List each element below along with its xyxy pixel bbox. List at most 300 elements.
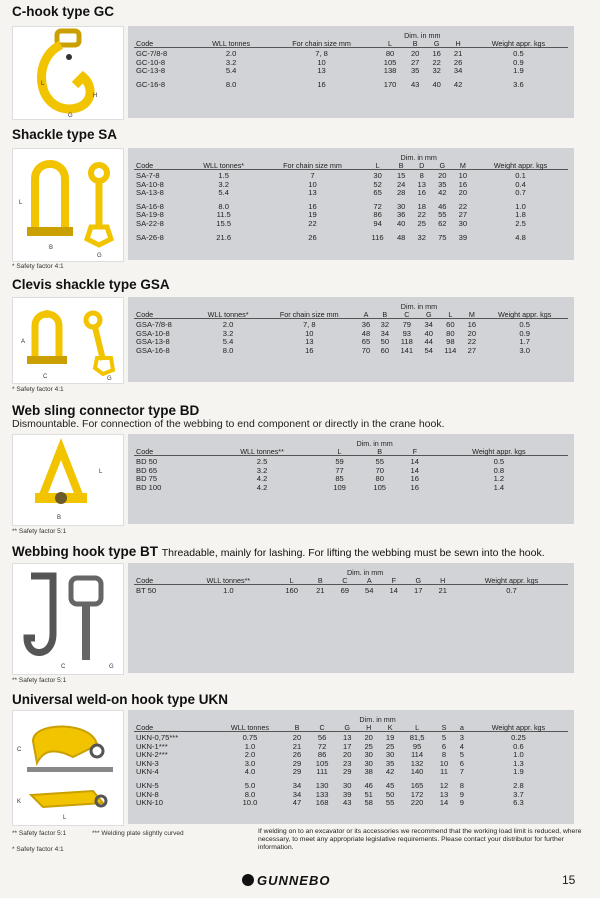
table-cell: 16	[467, 320, 477, 329]
table-row	[134, 59, 568, 68]
table-cell: 22	[432, 57, 441, 67]
table-cell: UKN-5	[136, 780, 159, 790]
table-cell: 15.5	[216, 218, 232, 228]
table-cell: 16	[417, 188, 426, 198]
table-row	[134, 743, 568, 752]
svg-text:L: L	[19, 200, 23, 206]
rows-gc	[134, 50, 568, 89]
table-cell: GC-16-8	[136, 79, 166, 89]
table-cell: 40	[396, 218, 406, 228]
table-cell: BD 100	[136, 482, 162, 492]
rows-ukn	[134, 734, 568, 808]
table-row	[134, 203, 568, 212]
section-title-ukn: Universal weld-on hook type UKN	[12, 692, 229, 707]
table-cell: 1.5	[218, 171, 229, 180]
table-cell: 52	[373, 179, 382, 189]
svg-text:L: L	[99, 469, 103, 475]
table-cell: 130	[315, 780, 329, 790]
table-row	[134, 181, 568, 190]
table-cell: 51	[364, 789, 373, 799]
table-cell: 35	[438, 179, 447, 189]
table-cell: 168	[315, 798, 329, 808]
brand-name: GUNNEBO	[257, 873, 331, 888]
table-cell: 15	[396, 171, 406, 180]
table-cell: 43	[342, 798, 352, 808]
dim-header: Dim. in mm	[346, 568, 384, 577]
table-cell: 4	[459, 741, 464, 751]
dim-header: Dim. in mm	[356, 439, 393, 448]
table-cell: 34	[453, 66, 463, 76]
table-cell: 98	[446, 337, 455, 347]
col-header: A	[366, 575, 372, 585]
table-cell: 0.9	[513, 57, 524, 67]
table-cell: 8.0	[222, 345, 234, 355]
table-cell: 29	[292, 767, 302, 777]
table-cell: 21	[438, 586, 447, 595]
table-cell: 17	[342, 741, 352, 751]
table-cell: 50	[385, 789, 395, 799]
table-cell: 65	[373, 188, 382, 198]
col-header: G	[415, 575, 422, 585]
col-header: Weight appr. kgs	[491, 722, 546, 732]
dim-header: Dim. in mm	[404, 31, 441, 40]
table-cell: 86	[373, 210, 382, 220]
table-gsa	[128, 297, 574, 382]
col-header: C	[319, 722, 325, 732]
table-cell: 80	[446, 328, 455, 338]
table-cell: GSA-10-8	[136, 328, 170, 338]
gunnebo-logo-icon	[242, 874, 254, 886]
table-cell: 56	[317, 733, 327, 742]
table-cell: 14	[389, 586, 398, 595]
table-cell: 45	[385, 780, 395, 790]
table-cell: 30	[364, 750, 373, 760]
table-cell: 1.0	[244, 741, 256, 751]
table-cell: 39	[342, 789, 352, 799]
table-cell: 8.0	[218, 201, 229, 211]
table-cell: 16	[458, 179, 468, 189]
table-cell: 34	[292, 780, 302, 790]
table-cell: 86	[317, 750, 327, 760]
table-cell: 105	[383, 57, 397, 67]
table-cell: SA-22-8	[136, 218, 164, 228]
table-cell: UKN-0,75***	[136, 733, 179, 742]
table-cell: 48	[361, 328, 371, 338]
title-text: Webbing hook type BT	[12, 544, 158, 559]
svg-text:B: B	[49, 245, 54, 251]
table-row	[134, 338, 568, 347]
table-cell: 13	[305, 337, 314, 347]
col-header: B	[317, 575, 323, 585]
dim-header: Dim. in mm	[400, 153, 437, 162]
table-cell: 54	[424, 345, 433, 355]
table-cell: 42	[438, 188, 447, 198]
table-cell: 7	[459, 767, 464, 777]
table-cell: 59	[335, 457, 344, 466]
table-sa	[128, 148, 574, 260]
svg-text:L: L	[41, 81, 45, 87]
table-cell: 94	[373, 218, 382, 228]
table-cell: 141	[400, 345, 414, 355]
table-cell: 6	[459, 758, 464, 768]
table-cell: 0.9	[519, 328, 530, 338]
table-cell: 32	[432, 66, 441, 76]
col-header: H	[366, 722, 372, 732]
table-cell: 114	[444, 345, 457, 355]
col-header: Weight appr. kgs	[491, 38, 546, 48]
table-cell: 2.5	[256, 457, 268, 466]
c-hook-illustration	[12, 26, 124, 120]
table-cell: 5	[441, 733, 447, 742]
table-cell: 77	[335, 465, 344, 475]
table-cell: 5.4	[225, 66, 237, 76]
weld-on-hook-illustration	[12, 710, 124, 826]
table-cell: 5	[459, 750, 464, 760]
table-cell: 14	[410, 465, 419, 475]
table-cell: 80	[375, 474, 384, 484]
table-cell: 220	[410, 798, 424, 808]
table-cell: 80	[385, 49, 395, 58]
table-row	[134, 220, 568, 229]
table-cell: 24	[396, 179, 406, 189]
svg-text:B: B	[57, 515, 62, 521]
table-cell: 35	[385, 758, 395, 768]
table-cell: 95	[412, 741, 422, 751]
table-row	[134, 81, 568, 90]
table-cell: 21	[316, 586, 325, 595]
table-cell: 42	[453, 79, 463, 89]
svg-text:L: L	[63, 815, 67, 821]
table-cell: SA-13-8	[136, 188, 164, 198]
table-cell: 4.2	[256, 482, 268, 492]
table-row	[134, 791, 568, 800]
disclaimer-text: If welding on to an excavator or its accessories we recommend that the working load limit is reduced, where necessary, to meet any appropriate legislative requirements. Please contact your distributor for further information.	[258, 828, 582, 851]
table-cell: 4.0	[244, 767, 256, 777]
table-cell: 16	[432, 49, 441, 58]
table-cell: 10.0	[242, 798, 258, 808]
gunnebo-logo	[242, 873, 330, 888]
table-cell: 9	[459, 789, 464, 799]
table-row	[134, 321, 568, 330]
table-cell: 32	[417, 232, 426, 242]
table-cell: 30	[373, 171, 382, 180]
svg-text:G: G	[107, 376, 112, 382]
col-header: M	[468, 309, 475, 319]
col-header: B	[294, 722, 300, 732]
col-header: D	[419, 160, 425, 170]
svg-text:C: C	[17, 747, 22, 753]
table-cell: 1.9	[513, 66, 524, 76]
table-cell: 0.8	[493, 465, 505, 475]
col-header: WLL tonnes*	[203, 160, 245, 170]
table-row	[134, 484, 568, 493]
col-header: Code	[136, 575, 154, 585]
table-row	[134, 782, 568, 791]
table-cell: 27	[410, 57, 420, 67]
table-cell: 50	[380, 337, 390, 347]
table-cell: 8.0	[225, 79, 237, 89]
table-cell: 21	[292, 741, 302, 751]
table-row	[134, 50, 568, 59]
table-cell: 118	[400, 337, 413, 347]
svg-text:C: C	[43, 374, 48, 380]
table-row	[134, 189, 568, 198]
table-cell: 26	[453, 57, 463, 67]
table-bd	[128, 434, 574, 524]
table-cell: 40	[432, 79, 441, 89]
svg-text:C: C	[61, 664, 66, 670]
table-cell: 35	[410, 66, 420, 76]
section-title-gsa: Clevis shackle type GSA	[12, 277, 170, 292]
table-cell: 23	[342, 758, 352, 768]
table-cell: 62	[438, 218, 447, 228]
table-cell: 69	[340, 586, 350, 595]
table-cell: 3.7	[513, 789, 524, 799]
table-cell: 8.0	[244, 789, 256, 799]
table-cell: BT 50	[136, 586, 157, 595]
table-cell: 28	[396, 188, 406, 198]
svg-text:G: G	[68, 113, 73, 119]
col-header: Weight appr. kgs	[472, 446, 526, 456]
table-cell: 4.2	[256, 474, 268, 484]
col-header: For chain size mm	[279, 309, 339, 319]
table-cell: SA-7-8	[136, 171, 160, 180]
note-bt: ** Safety factor 5:1	[12, 677, 67, 684]
table-row	[134, 734, 568, 743]
note-ukn-1: ** Safety factor 5:1	[12, 830, 67, 837]
table-cell: 0.1	[515, 171, 526, 180]
table-cell: 21.6	[216, 232, 232, 242]
table-cell: 0.4	[515, 179, 526, 189]
table-cell: 42	[385, 767, 395, 777]
table-cell: 85	[335, 474, 344, 484]
table-cell: 72	[373, 201, 382, 211]
col-header: G	[344, 722, 351, 732]
rows-bd	[134, 458, 568, 492]
col-header: F	[412, 446, 417, 456]
dim-header: Dim. in mm	[359, 715, 396, 724]
table-cell: 16	[317, 79, 326, 89]
table-cell: 13	[342, 733, 352, 742]
table-cell: GSA-13-8	[136, 337, 170, 347]
table-cell: 0.75	[242, 733, 258, 742]
col-header: F	[391, 575, 396, 585]
table-cell: 16	[410, 482, 419, 492]
table-cell: 160	[285, 586, 298, 595]
note-ukn-3: * Safety factor 4:1	[12, 846, 64, 853]
table-bt	[128, 563, 574, 673]
table-cell: 4.8	[515, 232, 526, 242]
table-cell: 172	[410, 789, 424, 799]
table-cell: 75	[438, 232, 447, 242]
note-gsa: * Safety factor 4:1	[12, 386, 64, 393]
table-cell: 20	[458, 188, 468, 198]
col-header: Code	[136, 446, 154, 456]
table-cell: 30	[385, 750, 395, 760]
svg-text:K: K	[17, 799, 22, 805]
table-cell: 25	[385, 741, 395, 751]
table-cell: 10	[439, 758, 449, 768]
table-cell: 70	[361, 345, 371, 355]
table-cell: 3.0	[244, 758, 256, 768]
section-title-sa: Shackle type SA	[12, 127, 118, 142]
table-cell: 27	[458, 210, 468, 220]
table-cell: 2.5	[515, 218, 526, 228]
webbing-hook-illustration	[12, 563, 124, 675]
table-cell: GSA-16-8	[136, 345, 170, 355]
note-sa: * Safety factor 4:1	[12, 263, 64, 270]
table-cell: 30	[342, 780, 352, 790]
note-ukn-2: *** Welding plate slightly curved	[92, 830, 184, 837]
table-cell: 10	[458, 171, 468, 180]
table-ukn	[128, 710, 574, 824]
table-cell: 7, 8	[315, 49, 328, 58]
table-cell: 5.0	[244, 780, 256, 790]
table-row	[134, 751, 568, 760]
table-cell: 58	[364, 798, 373, 808]
table-cell: 18	[417, 201, 426, 211]
table-cell: 0.7	[515, 188, 526, 198]
table-cell: 25	[364, 741, 373, 751]
table-cell: 2.0	[222, 320, 234, 329]
table-cell: 7, 8	[302, 320, 316, 329]
table-cell: 16	[305, 345, 314, 355]
table-cell: UKN-8	[136, 789, 159, 799]
col-header: B	[377, 446, 383, 456]
table-cell: BD 50	[136, 457, 158, 466]
table-row	[134, 211, 568, 220]
table-cell: GC-7/8-8	[136, 49, 168, 58]
table-cell: 1.2	[493, 474, 505, 484]
table-cell: 20	[467, 328, 477, 338]
table-cell: 26	[308, 232, 317, 242]
table-cell: GSA-7/8-8	[136, 320, 172, 329]
table-cell: 1.9	[513, 767, 524, 777]
table-cell: 38	[364, 767, 373, 777]
page-number: 15	[562, 873, 576, 887]
table-cell: 93	[402, 328, 412, 338]
table-cell: 114	[411, 750, 424, 760]
table-cell: 19	[308, 210, 317, 220]
svg-text:H: H	[93, 93, 98, 99]
web-sling-connector-illustration	[12, 434, 124, 526]
table-cell: 47	[292, 798, 302, 808]
table-cell: 8	[419, 171, 424, 180]
table-cell: 54	[365, 586, 374, 595]
table-cell: 20	[438, 171, 447, 180]
table-cell: 72	[317, 741, 327, 751]
table-cell: 55	[375, 457, 384, 466]
table-cell: 43	[410, 79, 420, 89]
table-cell: 81,5	[409, 733, 425, 742]
section-title-bt	[12, 544, 545, 559]
table-cell: 55	[438, 210, 447, 220]
table-cell: 7	[310, 171, 315, 180]
col-header: WLL tonnes	[230, 722, 270, 732]
section-subtitle-bt: Threadable, mainly for lashing. For lifting the webbing must be sewn into the hook.	[161, 547, 545, 559]
table-cell: UKN-1***	[136, 741, 168, 751]
table-cell: 10	[317, 57, 326, 67]
table-row	[134, 234, 568, 243]
table-cell: SA-16-8	[136, 201, 164, 211]
col-header: a	[459, 722, 464, 732]
table-cell: 170	[383, 79, 397, 89]
col-header: C	[404, 309, 410, 319]
table-cell: 140	[410, 767, 424, 777]
table-row	[134, 172, 568, 181]
col-header: WLL tonnes*	[207, 309, 249, 319]
table-row	[134, 760, 568, 769]
table-cell: BD 65	[136, 465, 158, 475]
dim-header: Dim. in mm	[400, 302, 438, 311]
table-cell: 6.3	[513, 798, 524, 808]
col-header: WLL tonnes**	[206, 575, 251, 585]
table-cell: 16	[410, 474, 419, 484]
table-cell: 36	[361, 320, 371, 329]
table-row	[134, 347, 568, 356]
table-cell: BD 75	[136, 474, 158, 484]
table-cell: 21	[453, 49, 463, 58]
table-cell: 1.4	[493, 482, 505, 492]
table-cell: 133	[315, 789, 329, 799]
section-description-bd: Dismountable. For connection of the webbing to end component or directly in the crane hook.	[12, 418, 445, 430]
col-header: H	[440, 575, 446, 585]
col-header: WLL tonnes**	[240, 446, 284, 456]
section-title-bd: Web sling connector type BD	[12, 403, 200, 418]
col-header: K	[387, 722, 393, 732]
col-header: L	[388, 38, 393, 48]
table-cell: 11	[440, 767, 448, 777]
table-cell: 3.2	[256, 465, 268, 475]
table-cell: UKN-4	[136, 767, 159, 777]
col-header: For chain size mm	[283, 160, 342, 170]
table-cell: 13	[439, 789, 449, 799]
col-header: Code	[136, 309, 154, 319]
table-cell: 6	[441, 741, 447, 751]
table-cell: 27	[467, 345, 477, 355]
table-cell: 19	[385, 733, 395, 742]
table-cell: 3.2	[222, 328, 234, 338]
table-cell: 0.7	[506, 586, 517, 595]
table-cell: 1.7	[519, 337, 530, 347]
col-header: Weight appr. kgs	[493, 160, 548, 170]
table-cell: 30	[458, 218, 468, 228]
table-cell: 165	[410, 780, 424, 790]
table-cell: 14	[439, 798, 449, 808]
table-cell: 5.4	[218, 188, 229, 198]
section-title-gc: C-hook type GC	[12, 4, 115, 19]
svg-text:G: G	[97, 253, 102, 259]
table-cell: 111	[316, 767, 328, 777]
table-cell: 60	[380, 345, 390, 355]
table-cell: UKN-10	[136, 798, 164, 808]
table-cell: 8	[459, 780, 464, 790]
col-header: B	[412, 38, 418, 48]
table-cell: 20	[364, 733, 373, 742]
table-cell: 1.0	[223, 586, 234, 595]
table-cell: 3.2	[225, 57, 237, 67]
table-cell: 2.0	[225, 49, 237, 58]
table-cell: 8	[441, 750, 447, 760]
table-cell: 109	[333, 482, 346, 492]
table-cell: 1.0	[513, 750, 524, 760]
col-header: Weight appr. kgs	[484, 575, 539, 585]
table-cell: 1.0	[515, 201, 526, 211]
table-cell: 70	[375, 465, 384, 475]
table-cell: 16	[308, 201, 317, 211]
col-header: Code	[136, 160, 154, 170]
table-cell: 13	[317, 66, 326, 76]
